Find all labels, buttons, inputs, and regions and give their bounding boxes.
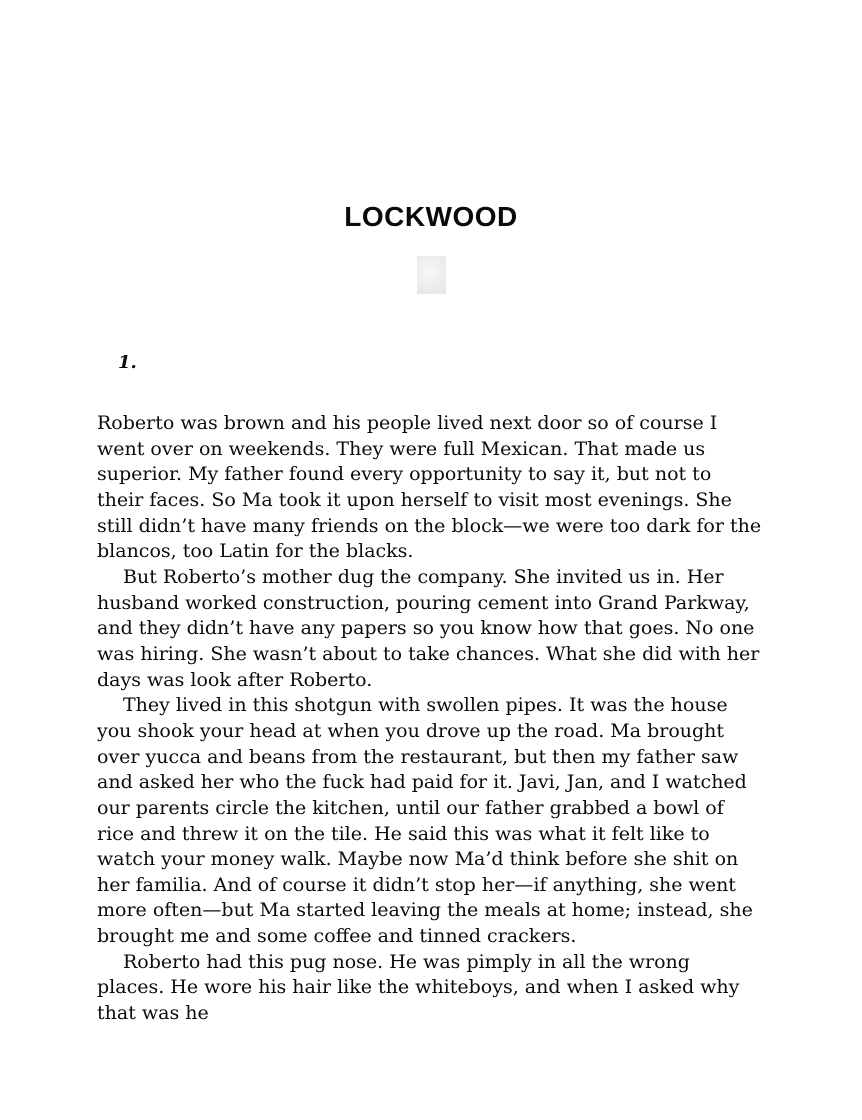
paragraph: Roberto was brown and his people lived next door so of course I went over on weekends. They were full Mexican. That made us superior. My father found every opportunity to say it, but not to their faces. So Ma took it upon herself to visit most evenings. She still didn’t have many friends on the block—we were too dark for the blancos, too Latin for the blacks.	[97, 412, 762, 563]
paragraph: But Roberto’s mother dug the company. She invited us in. Her husband worked construction, pouring cement into Grand Parkway, and they didn’t have any papers so you know how that goes. No one was hiring. She wasn’t about to take chances. What she did with her days was look after Roberto.	[97, 565, 760, 691]
chapter-title: LOCKWOOD	[344, 201, 518, 232]
body-text	[97, 411, 763, 1027]
paragraph: Roberto had this pug nose. He was pimply in all the wrong places. He wore his hair like the whiteboys, and when I asked why that was he	[97, 950, 740, 1025]
paragraph: They lived in this shotgun with swollen pipes. It was the house you shook your head at when you drove up the road. Ma brought over yucca and beans from the restaurant, but then my father saw and asked her who the fuck had paid for it. Javi, Jan, and I watched our parents circle the kitchen, until our father grabbed a bowl of rice and threw it on the tile. He said this was what it felt like to watch your money walk. Maybe now Ma’d think before she shit on her familia. And of course it didn’t stop her—if anything, she went more often—but Ma started leaving the meals at home; instead, she brought me and some coffee and tinned crackers.	[97, 694, 753, 948]
image-placeholder-icon	[417, 256, 446, 294]
section-number: 1.	[118, 352, 137, 373]
